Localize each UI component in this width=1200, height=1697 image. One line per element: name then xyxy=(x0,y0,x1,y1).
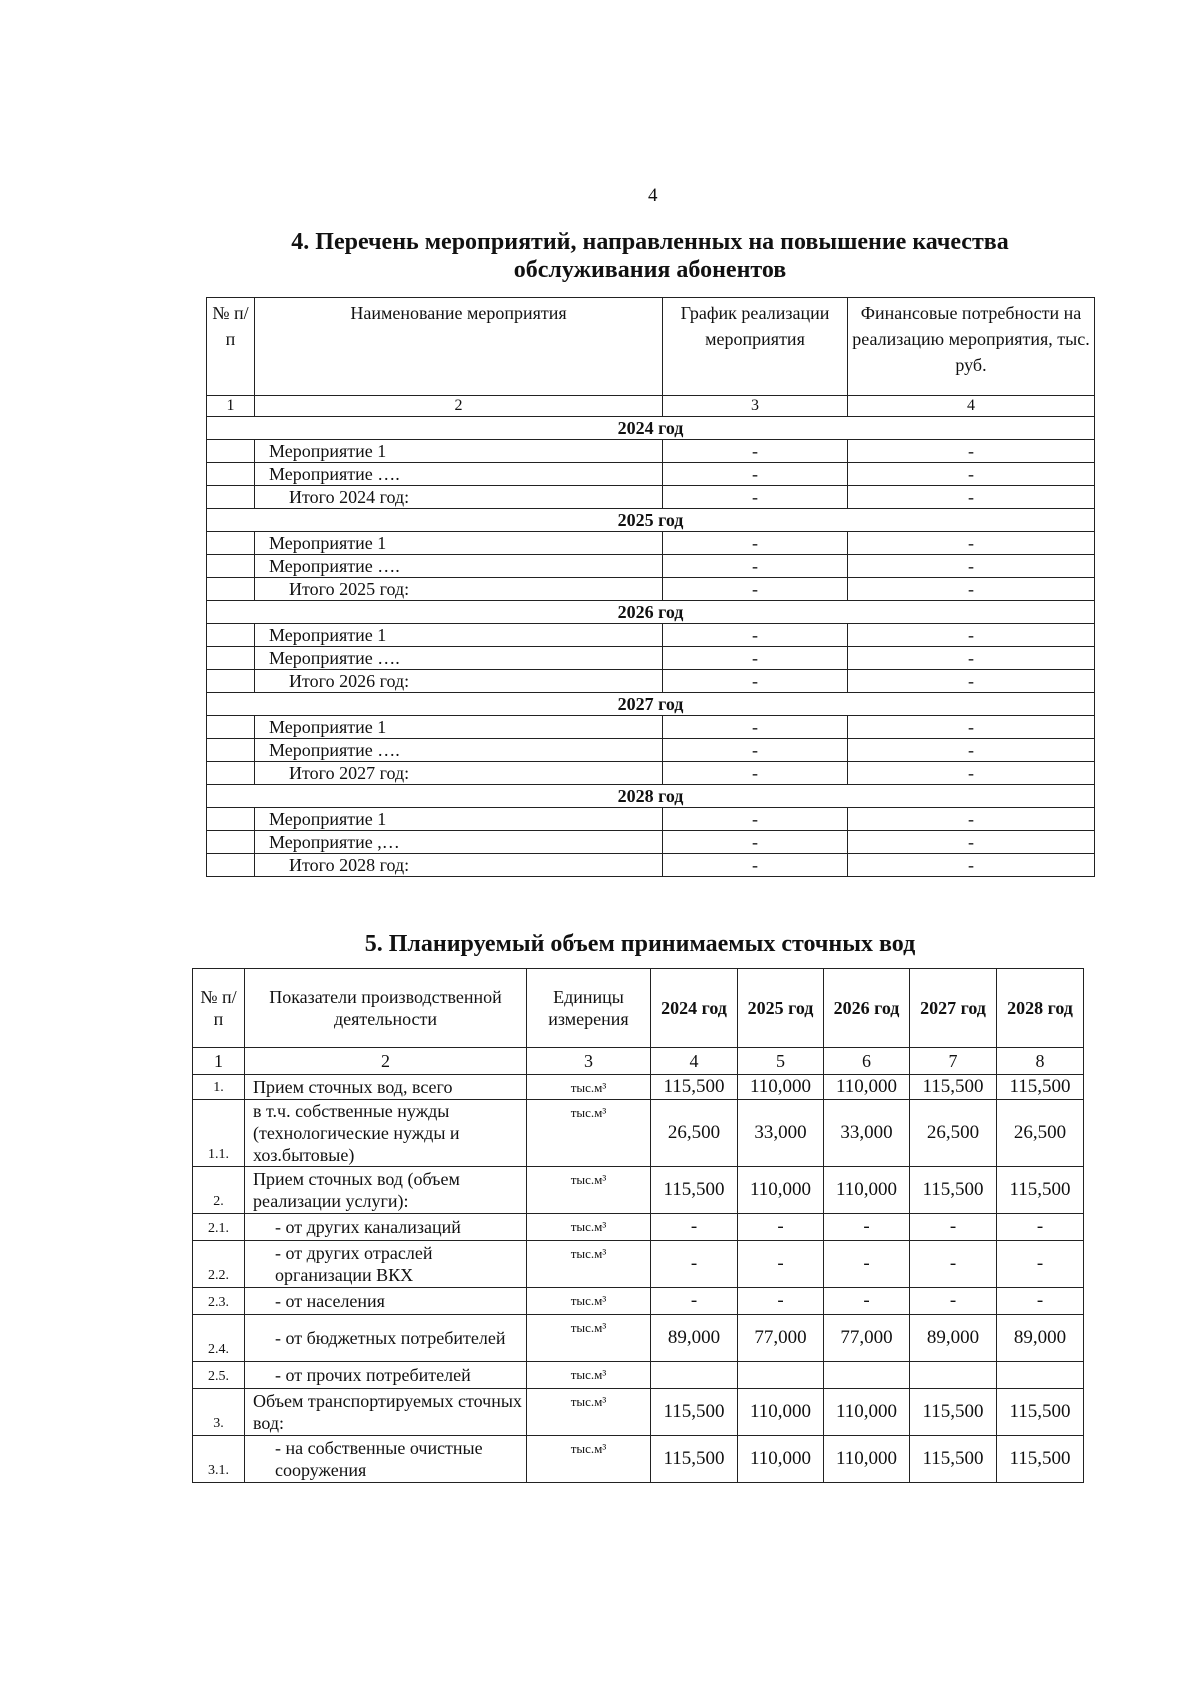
row-number xyxy=(207,739,255,762)
year-heading: 2028 год xyxy=(207,785,1095,808)
schedule-value: - xyxy=(663,624,848,647)
unit-cell: тыс.м³ xyxy=(527,1362,651,1389)
year-value: 89,000 xyxy=(997,1315,1084,1362)
year-value: 115,500 xyxy=(910,1389,997,1436)
schedule-value: - xyxy=(663,440,848,463)
section4-title-line1: 4. Перечень мероприятий, направленных на повышение качества xyxy=(291,229,1009,255)
finance-value: - xyxy=(848,670,1095,693)
year-heading: 2027 год xyxy=(207,693,1095,716)
year-value: 110,000 xyxy=(738,1389,824,1436)
year-value: 110,000 xyxy=(824,1075,910,1100)
year-value: - xyxy=(824,1241,910,1288)
measure-name: Итого 2025 год: xyxy=(255,578,663,601)
year-value: - xyxy=(738,1241,824,1288)
year-value: 115,500 xyxy=(997,1075,1084,1100)
measures-table-header xyxy=(207,298,1095,396)
schedule-value: - xyxy=(663,739,848,762)
measure-name: Мероприятие …. xyxy=(255,555,663,578)
header-year: 2028 год xyxy=(997,969,1084,1048)
row-number xyxy=(207,854,255,877)
year-value: - xyxy=(997,1214,1084,1241)
schedule-value: - xyxy=(663,670,848,693)
year-value: - xyxy=(997,1288,1084,1315)
measure-name: Мероприятие …. xyxy=(255,647,663,670)
col-number: 1 xyxy=(193,1048,245,1075)
year-value xyxy=(910,1362,997,1389)
total-row xyxy=(207,486,1095,509)
wastewater-row xyxy=(193,1241,1084,1288)
finance-value: - xyxy=(848,463,1095,486)
col-number: 2 xyxy=(255,396,663,417)
schedule-value: - xyxy=(663,647,848,670)
measures-column-numbers xyxy=(207,396,1095,417)
year-value: 115,500 xyxy=(997,1167,1084,1214)
row-number xyxy=(207,578,255,601)
measure-row xyxy=(207,440,1095,463)
indicator-name: - от населения xyxy=(245,1288,527,1315)
measure-name: Итого 2024 год: xyxy=(255,486,663,509)
header-finance: Финансовые потребности на реализацию мероприятия, тыс. руб. xyxy=(848,298,1095,396)
measure-row xyxy=(207,716,1095,739)
schedule-value: - xyxy=(663,831,848,854)
measure-name: Мероприятие 1 xyxy=(255,624,663,647)
wastewater-row xyxy=(193,1362,1084,1389)
wastewater-row xyxy=(193,1389,1084,1436)
measure-name: Итого 2026 год: xyxy=(255,670,663,693)
finance-value: - xyxy=(848,647,1095,670)
wastewater-row xyxy=(193,1100,1084,1167)
row-number xyxy=(207,440,255,463)
year-value: 115,500 xyxy=(651,1389,738,1436)
finance-value: - xyxy=(848,854,1095,877)
year-heading: 2024 год xyxy=(207,417,1095,440)
row-number xyxy=(207,716,255,739)
row-number xyxy=(207,808,255,831)
col-number: 1 xyxy=(207,396,255,417)
header-schedule: График реализации мероприятия xyxy=(663,298,848,396)
year-value xyxy=(738,1362,824,1389)
indicator-name: - на собственные очистные сооружения xyxy=(245,1436,527,1483)
indicator-name: Прием сточных вод, всего xyxy=(245,1075,527,1100)
header-unit: Единицы измерения xyxy=(527,969,651,1048)
page-number-text: 4 xyxy=(648,185,658,206)
finance-value: - xyxy=(848,555,1095,578)
col-number: 5 xyxy=(738,1048,824,1075)
unit-cell: тыс.м³ xyxy=(527,1214,651,1241)
row-number: 2.4. xyxy=(193,1315,245,1362)
section5-title: 5. Планируемый объем принимаемых сточных вод xyxy=(364,931,916,957)
indicator-name: Прием сточных вод (объем реализации услуги): xyxy=(245,1167,527,1214)
year-value: 115,500 xyxy=(651,1075,738,1100)
col-number: 3 xyxy=(663,396,848,417)
year-heading-row xyxy=(207,601,1095,624)
measure-row xyxy=(207,532,1095,555)
row-number: 2.1. xyxy=(193,1214,245,1241)
measure-name: Мероприятие …. xyxy=(255,463,663,486)
year-value: 115,500 xyxy=(910,1167,997,1214)
year-heading-row xyxy=(207,785,1095,808)
row-number xyxy=(207,762,255,785)
schedule-value: - xyxy=(663,463,848,486)
row-number: 2.2. xyxy=(193,1241,245,1288)
measure-row xyxy=(207,647,1095,670)
unit-cell: тыс.м³ xyxy=(527,1315,651,1362)
indicator-name: Объем транспортируемых сточных вод: xyxy=(245,1389,527,1436)
unit-cell: тыс.м³ xyxy=(527,1075,651,1100)
header-year: 2027 год xyxy=(910,969,997,1048)
year-value: 110,000 xyxy=(738,1167,824,1214)
year-value: 110,000 xyxy=(824,1436,910,1483)
row-number xyxy=(207,624,255,647)
header-year: 2024 год xyxy=(651,969,738,1048)
schedule-value: - xyxy=(663,808,848,831)
section4-title xyxy=(200,228,1100,284)
year-value: - xyxy=(651,1241,738,1288)
finance-value: - xyxy=(848,440,1095,463)
year-value xyxy=(997,1362,1084,1389)
row-number xyxy=(207,463,255,486)
schedule-value: - xyxy=(663,532,848,555)
year-value: - xyxy=(824,1288,910,1315)
schedule-value: - xyxy=(663,555,848,578)
year-value: 115,500 xyxy=(651,1167,738,1214)
finance-value: - xyxy=(848,716,1095,739)
col-number: 6 xyxy=(824,1048,910,1075)
year-value: - xyxy=(910,1288,997,1315)
finance-value: - xyxy=(848,739,1095,762)
year-value: 110,000 xyxy=(738,1075,824,1100)
year-value: 26,500 xyxy=(997,1100,1084,1167)
year-value: - xyxy=(651,1288,738,1315)
year-value xyxy=(824,1362,910,1389)
year-value: 33,000 xyxy=(738,1100,824,1167)
year-value: 110,000 xyxy=(738,1436,824,1483)
unit-cell: тыс.м³ xyxy=(527,1167,651,1214)
year-value: 26,500 xyxy=(651,1100,738,1167)
row-number: 3. xyxy=(193,1389,245,1436)
indicator-name: - от прочих потребителей xyxy=(245,1362,527,1389)
year-value: - xyxy=(910,1214,997,1241)
header-indicator: Показатели производственной деятельности xyxy=(245,969,527,1048)
year-value: 77,000 xyxy=(824,1315,910,1362)
year-value: - xyxy=(910,1241,997,1288)
indicator-name: в т.ч. собственные нужды (технологические нужды и хоз.бытовые) xyxy=(245,1100,527,1167)
wastewater-row xyxy=(193,1075,1084,1100)
year-value: 115,500 xyxy=(910,1075,997,1100)
year-heading-row xyxy=(207,417,1095,440)
measure-row xyxy=(207,831,1095,854)
row-number: 1.1. xyxy=(193,1100,245,1167)
wastewater-row xyxy=(193,1167,1084,1214)
year-value: 110,000 xyxy=(824,1389,910,1436)
measure-row xyxy=(207,463,1095,486)
finance-value: - xyxy=(848,808,1095,831)
measure-name: Итого 2028 год: xyxy=(255,854,663,877)
measure-name: Мероприятие 1 xyxy=(255,532,663,555)
row-number xyxy=(207,532,255,555)
schedule-value: - xyxy=(663,854,848,877)
row-number xyxy=(207,831,255,854)
year-heading-row xyxy=(207,693,1095,716)
wastewater-row xyxy=(193,1315,1084,1362)
col-number: 4 xyxy=(651,1048,738,1075)
schedule-value: - xyxy=(663,578,848,601)
unit-cell: тыс.м³ xyxy=(527,1436,651,1483)
schedule-value: - xyxy=(663,486,848,509)
header-year: 2025 год xyxy=(738,969,824,1048)
header-year: 2026 год xyxy=(824,969,910,1048)
row-number xyxy=(207,670,255,693)
row-number: 2.5. xyxy=(193,1362,245,1389)
year-heading: 2025 год xyxy=(207,509,1095,532)
header-number: № п/п xyxy=(207,298,255,396)
finance-value: - xyxy=(848,624,1095,647)
col-number: 8 xyxy=(997,1048,1084,1075)
unit-cell: тыс.м³ xyxy=(527,1389,651,1436)
year-value: 115,500 xyxy=(910,1436,997,1483)
unit-cell: тыс.м³ xyxy=(527,1100,651,1167)
measure-name: Мероприятие …. xyxy=(255,739,663,762)
year-value: 110,000 xyxy=(824,1167,910,1214)
schedule-value: - xyxy=(663,716,848,739)
year-value: - xyxy=(738,1214,824,1241)
year-value: 26,500 xyxy=(910,1100,997,1167)
measure-name: Мероприятие 1 xyxy=(255,808,663,831)
year-value: 89,000 xyxy=(910,1315,997,1362)
measures-table xyxy=(206,297,1095,877)
unit-cell: тыс.м³ xyxy=(527,1241,651,1288)
finance-value: - xyxy=(848,578,1095,601)
wastewater-row xyxy=(193,1436,1084,1483)
total-row xyxy=(207,762,1095,785)
year-value: - xyxy=(651,1214,738,1241)
year-value: - xyxy=(824,1214,910,1241)
wastewater-table-header xyxy=(193,969,1084,1048)
indicator-name: - от бюджетных потребителей xyxy=(245,1315,527,1362)
row-number: 1. xyxy=(193,1075,245,1100)
col-number: 4 xyxy=(848,396,1095,417)
col-number: 2 xyxy=(245,1048,527,1075)
measure-name: Итого 2027 год: xyxy=(255,762,663,785)
finance-value: - xyxy=(848,532,1095,555)
indicator-name: - от других канализаций xyxy=(245,1214,527,1241)
indicator-name: - от других отраслей организации ВКХ xyxy=(245,1241,527,1288)
total-row xyxy=(207,854,1095,877)
row-number xyxy=(207,486,255,509)
year-value: 77,000 xyxy=(738,1315,824,1362)
finance-value: - xyxy=(848,762,1095,785)
header-number: № п/п xyxy=(193,969,245,1048)
total-row xyxy=(207,670,1095,693)
measure-row xyxy=(207,624,1095,647)
measure-row xyxy=(207,808,1095,831)
measure-name: Мероприятие ,… xyxy=(255,831,663,854)
wastewater-row xyxy=(193,1214,1084,1241)
year-value: 115,500 xyxy=(997,1436,1084,1483)
row-number xyxy=(207,647,255,670)
year-value: 115,500 xyxy=(997,1389,1084,1436)
wastewater-column-numbers xyxy=(193,1048,1084,1075)
wastewater-volume-table xyxy=(192,968,1084,1483)
measure-name: Мероприятие 1 xyxy=(255,716,663,739)
schedule-value: - xyxy=(663,762,848,785)
header-measure-name: Наименование мероприятия xyxy=(255,298,663,396)
year-heading: 2026 год xyxy=(207,601,1095,624)
year-value: 89,000 xyxy=(651,1315,738,1362)
year-value: 33,000 xyxy=(824,1100,910,1167)
row-number: 3.1. xyxy=(193,1436,245,1483)
section4-title-line2: обслуживания абонентов xyxy=(513,257,787,283)
row-number: 2.3. xyxy=(193,1288,245,1315)
measure-row xyxy=(207,555,1095,578)
measure-row xyxy=(207,739,1095,762)
unit-cell: тыс.м³ xyxy=(527,1288,651,1315)
finance-value: - xyxy=(848,486,1095,509)
row-number xyxy=(207,555,255,578)
col-number: 3 xyxy=(527,1048,651,1075)
row-number: 2. xyxy=(193,1167,245,1214)
wastewater-row xyxy=(193,1288,1084,1315)
year-value: - xyxy=(738,1288,824,1315)
measure-name: Мероприятие 1 xyxy=(255,440,663,463)
year-value xyxy=(651,1362,738,1389)
year-value: 115,500 xyxy=(651,1436,738,1483)
col-number: 7 xyxy=(910,1048,997,1075)
year-value: - xyxy=(997,1241,1084,1288)
total-row xyxy=(207,578,1095,601)
year-heading-row xyxy=(207,509,1095,532)
finance-value: - xyxy=(848,831,1095,854)
